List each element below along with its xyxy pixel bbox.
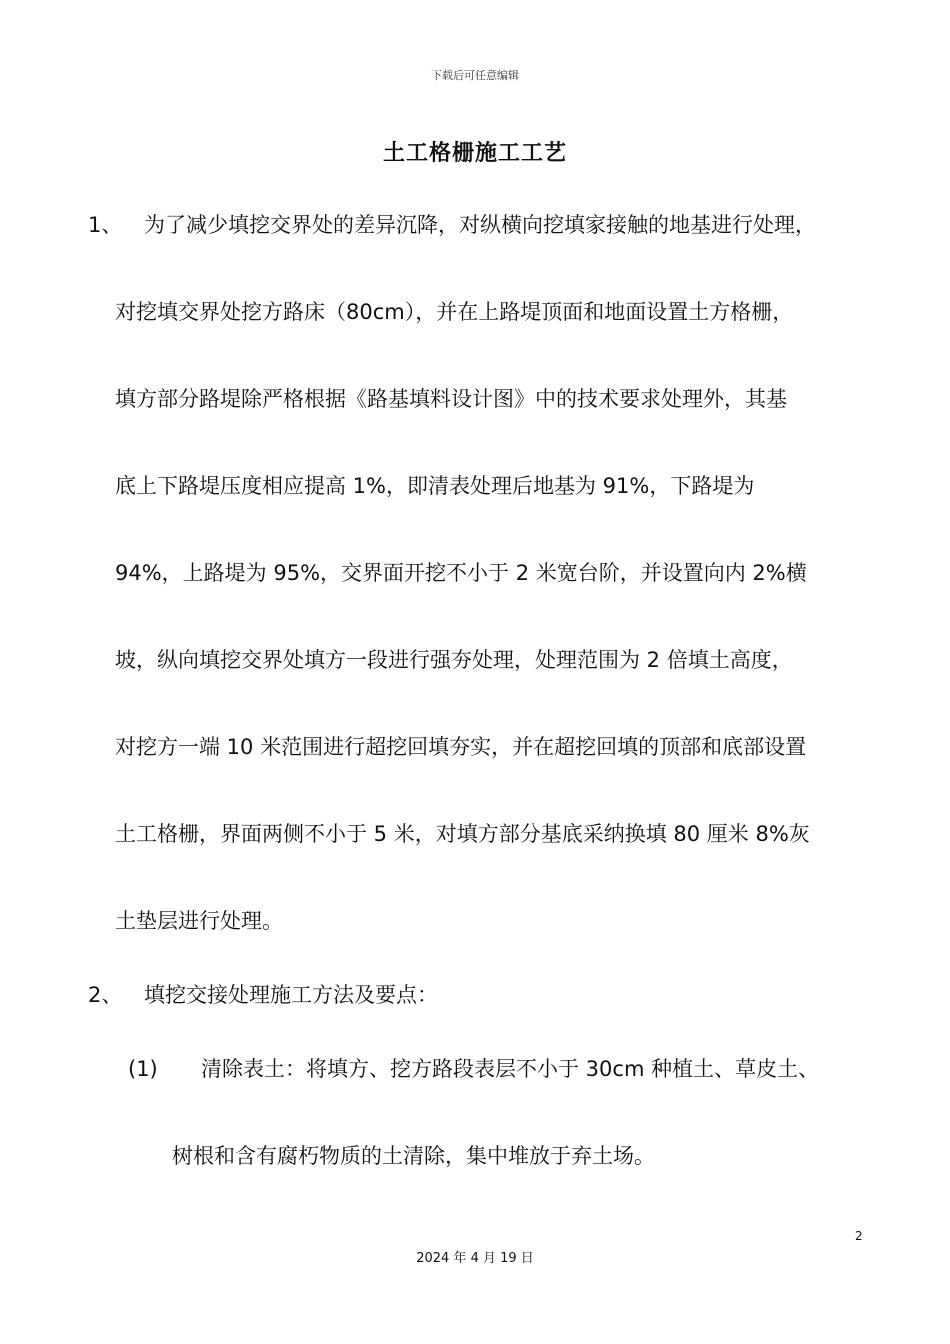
sub-item-1-line-2: 树根和含有腐朽物质的土清除，集中堆放于弃土场。 bbox=[172, 1144, 655, 1168]
header-note: 下载后可任意编辑 bbox=[431, 69, 519, 82]
item-1-line-2: 对挖填交界处挖方路床（80cm），并在上路堤顶面和地面设置土方格栅， bbox=[115, 300, 794, 324]
item-1-line-9: 土垫层进行处理。 bbox=[115, 909, 283, 933]
item-1-line-3: 填方部分路堤除严格根据《路基填料设计图》中的技术要求处理外，其基 bbox=[115, 387, 787, 411]
page-number: 2 bbox=[855, 1229, 863, 1243]
item-1-line-1: 为了减少填挖交界处的差异沉降，对纵横向挖填家接触的地基进行处理， bbox=[144, 213, 816, 237]
item-1-marker: 1、 bbox=[88, 213, 123, 237]
footer-date: 2024 年 4 月 19 日 bbox=[416, 1251, 534, 1266]
item-1-line-8: 土工格栅，界面两侧不小于 5 米，对填方部分基底采纳换填 80 厘米 8%灰 bbox=[115, 822, 810, 846]
item-2-marker: 2、 bbox=[88, 983, 123, 1007]
document-title: 土工格栅施工工艺 bbox=[382, 141, 567, 166]
sub-item-1-marker: (1) bbox=[128, 1057, 158, 1081]
item-2-heading: 填挖交接处理施工方法及要点： bbox=[144, 983, 438, 1007]
item-1-line-7: 对挖方一端 10 米范围进行超挖回填夯实，并在超挖回填的顶部和底部设置 bbox=[115, 735, 807, 759]
sub-item-1-line-1: 清除表土：将填方、挖方路段表层不小于 30cm 种植土、草皮土、 bbox=[201, 1057, 820, 1081]
item-1-line-5: 94%，上路堤为 95%，交界面开挖不小于 2 米宽台阶，并设置向内 2%横 bbox=[115, 561, 807, 585]
item-1-line-4: 底上下路堤压度相应提高 1%，即清表处理后地基为 91%，下路堤为 bbox=[115, 474, 755, 498]
item-1-line-6: 坡，纵向填挖交界处填方一段进行强夯处理，处理范围为 2 倍填土高度， bbox=[115, 648, 793, 672]
